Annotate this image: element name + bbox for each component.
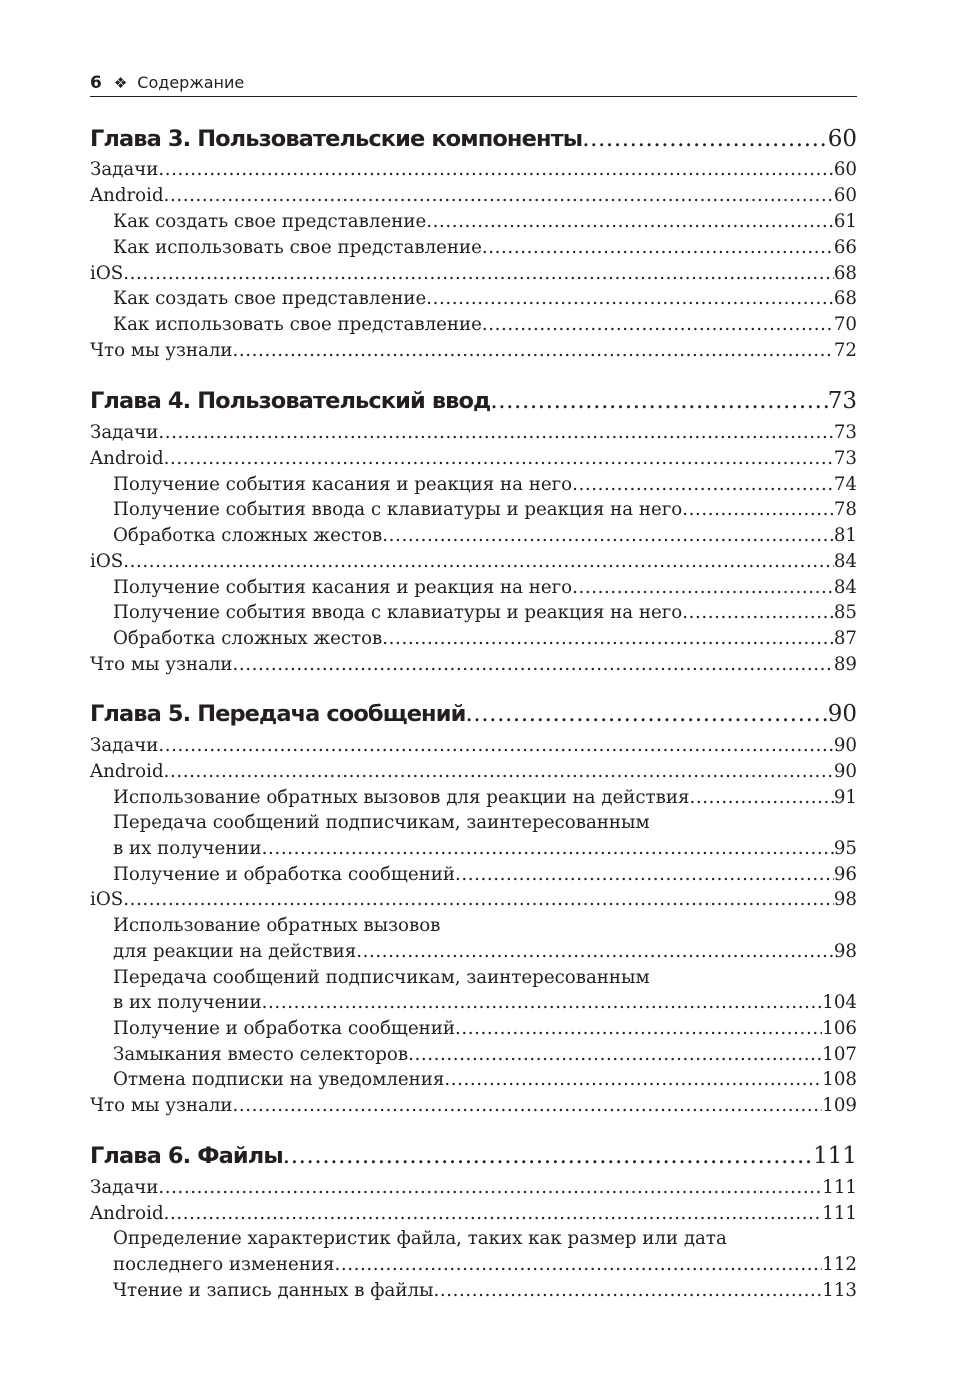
running-header — [90, 70, 857, 97]
toc-entry[interactable] — [113, 498, 857, 522]
chapter-3-heading[interactable] — [90, 124, 857, 154]
entry-title: Обработка сложных жестов — [113, 628, 383, 649]
toc-entry[interactable] — [113, 601, 857, 625]
entry-page-number: 111 — [813, 1143, 857, 1169]
dot-leader — [356, 940, 834, 964]
entry-page-number: 73 — [833, 448, 857, 469]
entry-page-number: 60 — [833, 185, 857, 206]
toc-entry[interactable] — [90, 1176, 857, 1200]
entry-title: Получение события ввода с клавиатуры и реакция на него — [113, 499, 683, 520]
toc-entry[interactable] — [113, 863, 857, 887]
dot-leader — [233, 339, 834, 363]
toc-entry-first-line: Использование обратных вызовов — [113, 915, 441, 936]
dot-leader — [455, 1017, 822, 1041]
entry-page-number: 84 — [833, 577, 857, 598]
entry-page-number: 111 — [822, 1203, 857, 1224]
entry-title: Получение события ввода с клавиатуры и реакция на него — [113, 602, 683, 623]
entry-page-number: 89 — [833, 654, 857, 675]
toc-entry[interactable] — [90, 653, 857, 677]
entry-title: Получение события касания и реакция на него — [113, 577, 573, 598]
entry-title: Отмена подписки на уведомления — [113, 1069, 445, 1090]
entry-page-number: 90 — [833, 761, 857, 782]
dot-leader — [682, 601, 834, 625]
dot-leader — [334, 1253, 822, 1277]
entry-title: Android — [90, 761, 164, 782]
entry-title: Android — [90, 1203, 164, 1224]
toc-entry[interactable] — [90, 1202, 857, 1226]
dot-leader — [455, 863, 834, 887]
entry-title: для реакции на действия — [113, 941, 357, 962]
dot-leader — [426, 287, 834, 311]
entry-page-number: 61 — [833, 211, 857, 232]
dot-leader — [382, 627, 834, 651]
dot-leader — [572, 473, 834, 497]
ornament-icon: ❖ — [113, 74, 128, 92]
entry-title: Как создать свое представление — [113, 211, 427, 232]
entry-page-number: 74 — [833, 474, 857, 495]
entry-title: Глава 4. Пользовательский ввод — [90, 388, 491, 414]
toc-entry[interactable] — [90, 550, 857, 574]
toc-entry[interactable] — [113, 786, 857, 810]
entry-page-number: 90 — [827, 701, 857, 727]
toc-entry[interactable] — [113, 1017, 857, 1041]
toc-entry[interactable] — [113, 940, 857, 964]
dot-leader — [158, 734, 833, 758]
entry-title: в их получении — [113, 838, 262, 859]
dot-leader — [123, 262, 834, 286]
toc-entry[interactable] — [90, 1094, 857, 1118]
entry-page-number: 60 — [827, 126, 857, 152]
entry-title: Что мы узнали — [90, 1095, 233, 1116]
entry-page-number: 111 — [822, 1177, 857, 1198]
toc-entry[interactable] — [90, 888, 857, 912]
entry-page-number: 84 — [833, 551, 857, 572]
entry-title: iOS — [90, 551, 124, 572]
dot-leader — [482, 313, 834, 337]
entry-page-number: 98 — [833, 889, 857, 910]
entry-title: Что мы узнали — [90, 654, 233, 675]
dot-leader — [123, 888, 834, 912]
page-number: 6 — [90, 73, 102, 93]
entry-page-number: 85 — [833, 602, 857, 623]
entry-title: Задачи — [90, 159, 159, 180]
dot-leader — [572, 576, 834, 600]
entry-title: Получение события касания и реакция на него — [113, 474, 573, 495]
entry-title: Обработка сложных жестов — [113, 525, 383, 546]
entry-page-number: 78 — [833, 499, 857, 520]
dot-leader — [283, 1141, 813, 1171]
entry-title: Android — [90, 448, 164, 469]
dot-leader — [164, 1202, 823, 1226]
entry-page-number: 109 — [822, 1095, 857, 1116]
entry-title: в их получении — [113, 992, 262, 1013]
toc-entry-first-line: Передача сообщений подписчикам, заинтересованным — [113, 812, 650, 833]
entry-page-number: 81 — [833, 525, 857, 546]
dot-leader — [262, 837, 834, 861]
toc-entry[interactable] — [113, 991, 857, 1015]
dot-leader — [164, 184, 834, 208]
dot-leader — [482, 236, 834, 260]
dot-leader — [490, 386, 827, 416]
dot-leader — [426, 210, 834, 234]
toc-entry[interactable] — [113, 576, 857, 600]
toc-entry-first-line: Определение характеристик файла, таких как размер или дата — [113, 1228, 727, 1249]
entry-title: iOS — [90, 263, 124, 284]
entry-title: Android — [90, 185, 164, 206]
entry-title: Задачи — [90, 735, 159, 756]
dot-leader — [682, 498, 834, 522]
entry-title: Задачи — [90, 1177, 159, 1198]
toc-entry[interactable] — [113, 1253, 857, 1277]
toc-entry[interactable] — [90, 421, 857, 445]
dot-leader — [158, 1176, 822, 1200]
dot-leader — [434, 1279, 823, 1303]
entry-page-number: 72 — [833, 340, 857, 361]
toc-entry[interactable] — [113, 287, 857, 311]
entry-page-number: 113 — [822, 1280, 857, 1301]
dot-leader — [262, 991, 823, 1015]
entry-page-number: 68 — [833, 263, 857, 284]
entry-title: Чтение и запись данных в файлы — [113, 1280, 434, 1301]
entry-page-number: 107 — [822, 1044, 857, 1065]
entry-title: Как использовать свое представление — [113, 314, 482, 335]
entry-title: Глава 3. Пользовательские компоненты — [90, 126, 583, 152]
dot-leader — [233, 1094, 823, 1118]
toc-entry-first-line: Передача сообщений подписчикам, заинтересованным — [113, 967, 650, 988]
entry-page-number: 73 — [833, 422, 857, 443]
toc-entry[interactable] — [90, 760, 857, 784]
entry-page-number: 60 — [833, 159, 857, 180]
toc-entry[interactable] — [90, 447, 857, 471]
entry-title: Глава 5. Передача сообщений — [90, 701, 466, 727]
dot-leader — [123, 550, 834, 574]
dot-leader — [158, 421, 833, 445]
dot-leader — [465, 699, 827, 729]
toc-entry[interactable] — [113, 837, 857, 861]
dot-leader — [164, 447, 834, 471]
dot-leader — [164, 760, 834, 784]
dot-leader — [408, 1043, 822, 1067]
entry-page-number: 108 — [822, 1069, 857, 1090]
toc-entry[interactable] — [113, 627, 857, 651]
entry-page-number: 70 — [833, 314, 857, 335]
entry-page-number: 104 — [822, 992, 857, 1013]
toc-entry[interactable] — [113, 1279, 857, 1303]
toc-entry[interactable] — [113, 236, 857, 260]
entry-page-number: 66 — [833, 237, 857, 258]
entry-title: Задачи — [90, 422, 159, 443]
entry-title: Что мы узнали — [90, 340, 233, 361]
dot-leader — [233, 653, 834, 677]
entry-page-number: 73 — [827, 388, 857, 414]
chapter-5-heading[interactable] — [90, 699, 857, 729]
entry-title: Использование обратных вызовов для реакции на действия — [113, 787, 690, 808]
toc-entry[interactable] — [90, 158, 857, 182]
toc-entry[interactable] — [90, 734, 857, 758]
dot-leader — [444, 1068, 822, 1092]
entry-title: Как создать свое представление — [113, 288, 427, 309]
entry-title: Как использовать свое представление — [113, 237, 482, 258]
entry-page-number: 96 — [833, 864, 857, 885]
toc-entry[interactable] — [113, 1043, 857, 1067]
entry-page-number: 106 — [822, 1018, 857, 1039]
entry-title: Получение и обработка сообщений — [113, 864, 455, 885]
entry-title: Замыкания вместо селекторов — [113, 1044, 409, 1065]
entry-page-number: 95 — [833, 838, 857, 859]
running-title: Содержание — [137, 73, 245, 92]
entry-title: iOS — [90, 889, 124, 910]
dot-leader — [382, 524, 834, 548]
dot-leader — [582, 124, 828, 154]
entry-title: последнего изменения — [113, 1254, 335, 1275]
entry-title: Получение и обработка сообщений — [113, 1018, 455, 1039]
entry-page-number: 87 — [833, 628, 857, 649]
toc-entry[interactable] — [90, 262, 857, 286]
toc-entry[interactable] — [113, 313, 857, 337]
dot-leader — [689, 786, 833, 810]
entry-page-number: 68 — [833, 288, 857, 309]
entry-page-number: 91 — [833, 787, 857, 808]
toc-entry[interactable] — [90, 339, 857, 363]
chapter-6-heading[interactable] — [90, 1141, 857, 1171]
toc-entry[interactable] — [90, 184, 857, 208]
entry-page-number: 98 — [833, 941, 857, 962]
chapter-4-heading[interactable] — [90, 386, 857, 416]
dot-leader — [158, 158, 833, 182]
entry-page-number: 112 — [822, 1254, 857, 1275]
entry-page-number: 90 — [833, 735, 857, 756]
toc-entry[interactable] — [113, 1068, 857, 1092]
toc-entry[interactable] — [113, 524, 857, 548]
toc-entry[interactable] — [113, 473, 857, 497]
toc-entry[interactable] — [113, 210, 857, 234]
entry-title: Глава 6. Файлы — [90, 1143, 283, 1169]
